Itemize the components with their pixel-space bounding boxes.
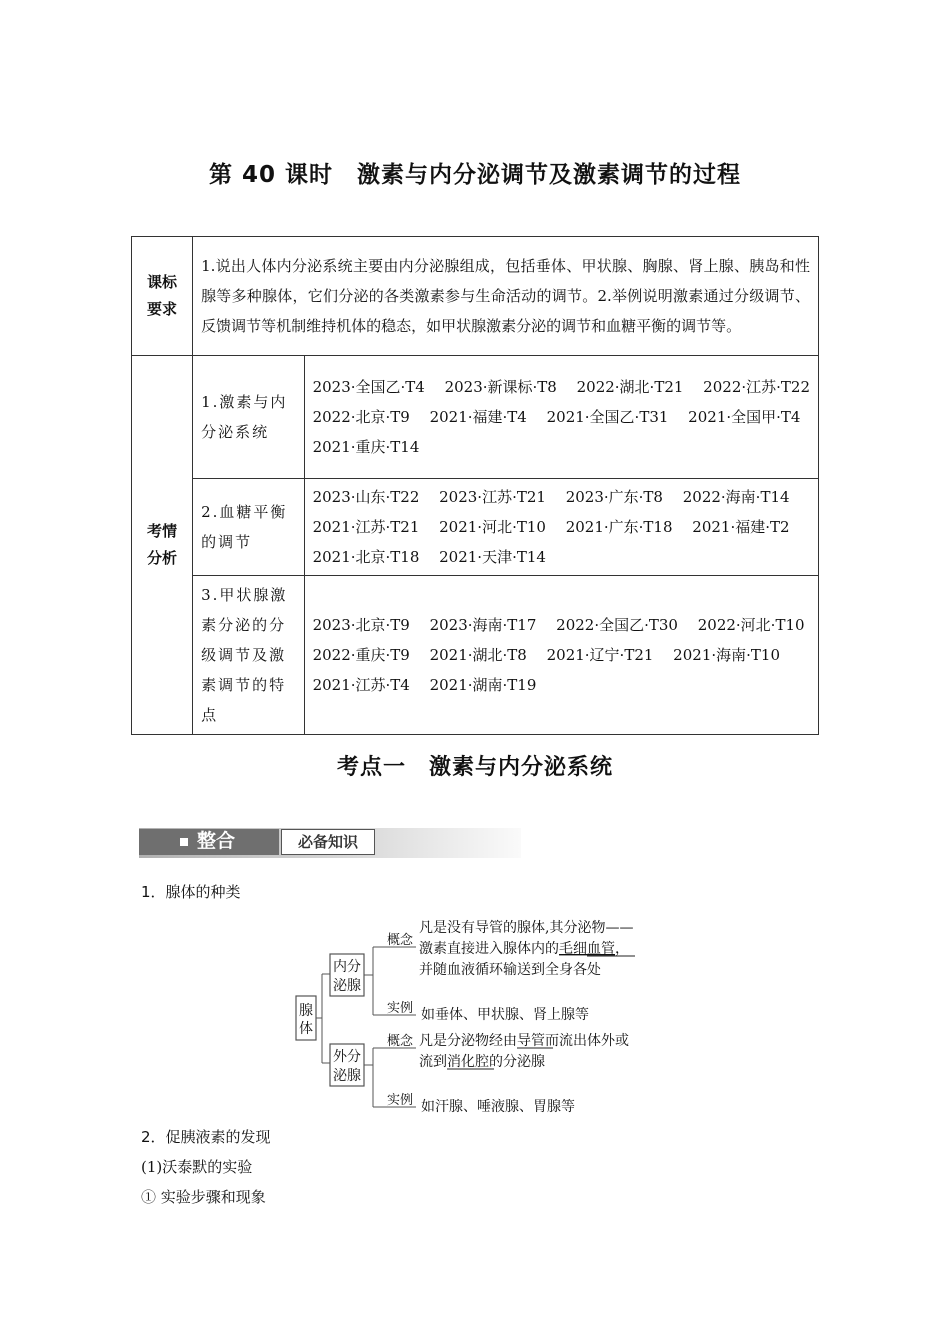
category-label: 考情分析 [147,522,178,567]
endocrine-label: 泌腺 [333,978,361,994]
concept-text [419,1053,545,1070]
concept-label: 概念 [387,1034,414,1049]
ref-line: 2021·江苏·T4 2021·湖南·T19 [312,676,537,694]
ref-line: 2023·全国乙·T4 2023·新课标·T8 2022·湖北·T21 2022·江苏·T22 [312,378,810,396]
root-char: 腺 [299,1003,313,1019]
concept-text [419,1032,629,1049]
item-heading: 2．促胰液素的发现 [141,1128,271,1146]
ref-line: 2022·北京·T9 2021·福建·T4 2021·全国乙·T31 2021·全国甲·T4 [312,408,801,426]
topic-cell: 2.血糖平衡的调节 [193,479,305,576]
example-label: 实例 [387,1093,414,1108]
section-title: 考点一 激素与内分泌系统 [336,755,613,780]
root-char: 体 [299,1021,313,1037]
concept-text: 而流出体外或 [545,1033,629,1049]
ref-line: 2021·江苏·T21 2021·河北·T10 2021·广东·T18 2021·福建·T2 [312,518,790,536]
concept-text: ， [615,941,629,957]
ref-line: 2023·山东·T22 2023·江苏·T21 2023·广东·T8 2022·海南·T14 [312,488,790,506]
ref-line: 2021·重庆·T14 [312,438,420,456]
concept-text: 凡是分泌物经由 [419,1033,517,1049]
topic-cell: 3.甲状腺激素分泌的分级调节及激素调节的特点 [193,576,305,735]
concept-label: 概念 [387,933,414,948]
topic-cell: 1.激素与内分泌系统 [193,356,305,479]
item-heading: 1．腺体的种类 [141,883,241,901]
banner-main-label: 整合 [197,830,236,852]
sub-sub-heading: ① 实验步骤和现象 [141,1188,266,1206]
example-label: 实例 [387,1001,414,1016]
concept-text: 激素直接进入腺体内的 [419,941,559,957]
category-label: 课标要求 [147,273,178,318]
endocrine-label: 内分 [333,959,361,975]
concept-text: 并随血液循环输送到全身各处 [419,962,601,978]
concept-text: 的分泌腺 [489,1054,545,1070]
example-text: 如垂体、甲状腺、肾上腺等 [421,1007,589,1023]
keyword-duct: 导管 [517,1033,545,1049]
concept-text [419,940,629,957]
sub-heading: (1)沃泰默的实验 [141,1158,253,1176]
exocrine-label: 泌腺 [333,1068,361,1084]
keyword-digestive-cavity: 消化腔 [447,1054,489,1070]
page-title: 第 40 课时 激素与内分泌调节及激素调节的过程 [208,162,742,188]
ref-line: 2021·北京·T18 2021·天津·T14 [312,548,546,566]
ref-line: 2022·重庆·T9 2021·湖北·T8 2021·辽宁·T21 2021·海南·T10 [312,646,780,664]
concept-text: 凡是没有导管的腺体,其分泌物—— [419,920,634,936]
example-text: 如汗腺、唾液腺、胃腺等 [421,1099,575,1115]
banner-sub-label: 必备知识 [281,829,375,855]
concept-text: 流到 [419,1054,447,1070]
keyword-capillary: 毛细血管 [559,941,615,957]
requirements-text: 1.说出人体内分泌系统主要由内分泌腺组成，包括垂体、甲状腺、胸腺、肾上腺、胰岛和性腺等多种腺体，它们分泌的各类激素参与生命活动的调节。2.举例说明激素通过分级调节、反馈调节等机制维持机体的稳态，如甲状腺激素分泌的调节和血糖平衡的调节等。 [193,237,819,356]
ref-line: 2023·北京·T9 2023·海南·T17 2022·全国乙·T30 2022·河北·T10 [312,616,805,634]
exocrine-label: 外分 [333,1049,361,1065]
